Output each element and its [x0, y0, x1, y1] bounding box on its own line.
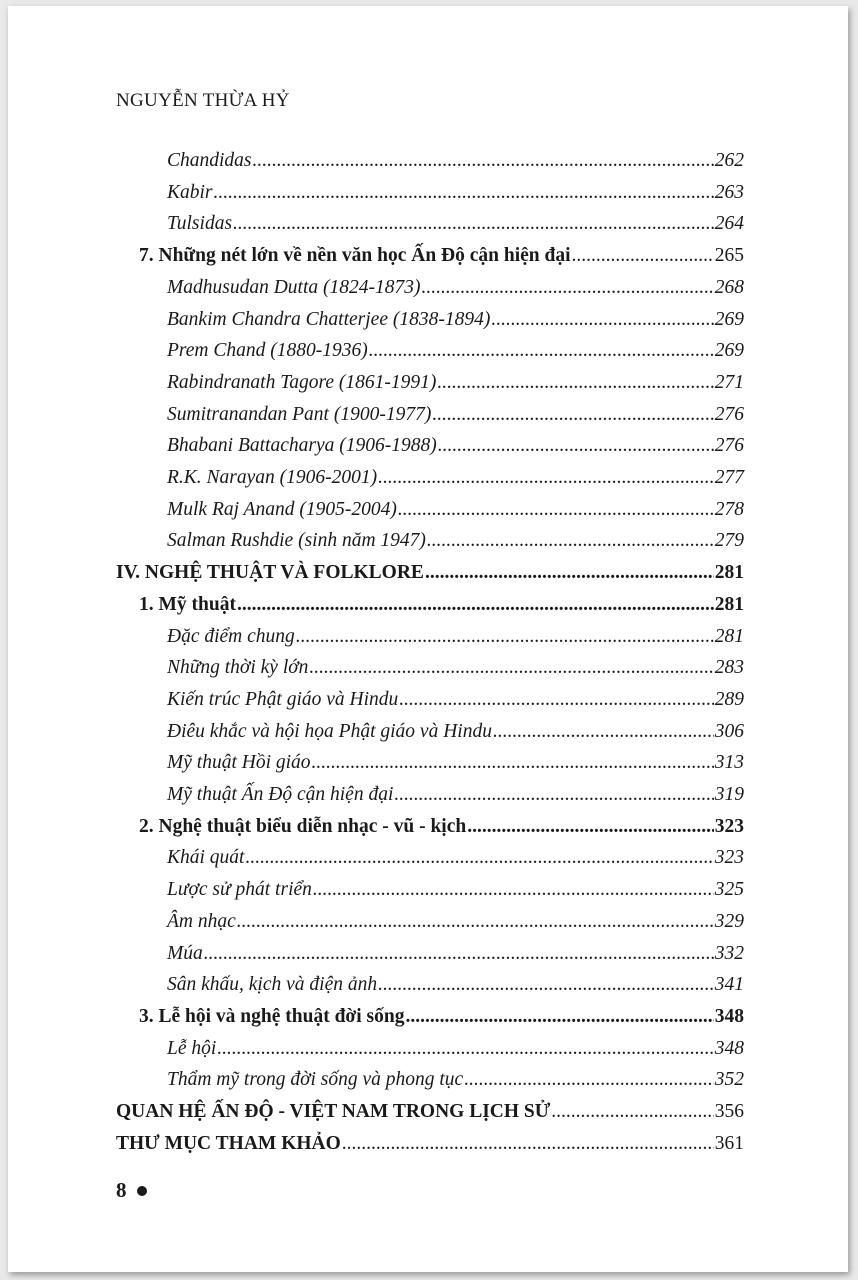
toc-part-entry[interactable]	[116, 558, 744, 588]
toc-entry[interactable]	[167, 748, 744, 778]
toc-part-entry[interactable]	[116, 1129, 744, 1159]
toc-entry-title: Sumitranandan Pant (1900-1977)	[167, 403, 432, 425]
toc-entry-title: Thẩm mỹ trong đời sống và phong tục	[167, 1069, 464, 1091]
toc-entry-page: 264	[714, 213, 744, 235]
toc-entry-title: Múa	[167, 942, 203, 964]
toc-entry-title: Lễ hội	[167, 1037, 217, 1059]
toc-entry-page: 278	[714, 498, 744, 520]
toc-entry[interactable]	[167, 685, 744, 715]
toc-entry[interactable]	[167, 1065, 744, 1095]
book-page	[8, 6, 848, 1272]
toc-entry[interactable]	[167, 622, 744, 652]
toc-entry-page: 269	[714, 340, 744, 362]
toc-entry-page: 352	[714, 1069, 744, 1091]
toc-entry-title: Tulsidas	[167, 213, 233, 235]
toc-entry[interactable]	[167, 653, 744, 683]
toc-leader-dots	[405, 1002, 713, 1032]
toc-entry-title: Âm nhạc	[167, 910, 236, 932]
toc-entry-page: 281	[714, 562, 744, 584]
toc-entry[interactable]	[167, 843, 744, 873]
toc-entry[interactable]	[167, 273, 744, 303]
toc-entry[interactable]	[167, 1034, 744, 1064]
toc-entry[interactable]	[167, 780, 744, 810]
toc-entry-page: 323	[714, 815, 744, 837]
toc-leader-dots	[217, 1034, 713, 1064]
toc-entry-title: 2. Nghệ thuật biểu diễn nhạc - vũ - kịch	[139, 815, 467, 837]
toc-entry-page: 262	[714, 150, 744, 171]
toc-leader-dots	[394, 780, 713, 810]
toc-entry-page: 277	[714, 467, 744, 488]
toc-entry[interactable]	[167, 400, 744, 430]
toc-entry[interactable]	[167, 368, 744, 398]
toc-leader-dots	[572, 241, 714, 271]
toc-entry-title: Sân khấu, kịch và điện ảnh	[167, 974, 378, 996]
toc-entry-page: 263	[714, 181, 744, 203]
toc-leader-dots	[421, 273, 713, 303]
toc-entry[interactable]	[167, 209, 744, 239]
toc-leader-dots	[378, 970, 714, 1000]
toc-entry-page: 279	[714, 530, 744, 552]
toc-part-entry[interactable]	[116, 1097, 744, 1127]
toc-entry-page: 361	[714, 1132, 744, 1154]
toc-entry-title: Madhusudan Dutta (1824-1873)	[167, 276, 421, 298]
toc-entry[interactable]	[167, 526, 744, 556]
toc-entry-title: Lược sử phát triển	[167, 879, 312, 901]
toc-entry[interactable]	[167, 875, 744, 905]
toc-leader-dots	[237, 590, 714, 620]
toc-entry-page: 281	[714, 593, 744, 615]
toc-section-entry[interactable]	[139, 812, 744, 842]
page-number-text: 8	[116, 1178, 127, 1202]
toc-entry-page: 269	[714, 308, 744, 330]
toc-leader-dots	[464, 1065, 714, 1095]
toc-entry-page: 313	[714, 752, 744, 774]
toc-entry-page: 289	[714, 688, 744, 710]
toc-entry-title: Điêu khắc và hội họa Phật giáo và Hindu	[167, 720, 492, 742]
toc-section-entry[interactable]	[139, 590, 744, 620]
toc-entry-title: Mỹ thuật Hồi giáo	[167, 752, 311, 774]
toc-entry-title: Khái quát	[167, 847, 245, 869]
toc-entry-page: 329	[714, 910, 744, 932]
toc-entry[interactable]	[167, 336, 744, 366]
toc-entry-title: Kabir	[167, 181, 213, 203]
toc-leader-dots	[493, 717, 714, 747]
toc-entry-page: 332	[714, 942, 744, 964]
toc-entry-title: Rabindranath Tagore (1861-1991)	[167, 371, 437, 393]
toc-leader-dots	[245, 843, 713, 873]
page-number	[116, 1178, 147, 1203]
toc-entry[interactable]	[167, 146, 744, 176]
toc-entry-title: Bankim Chandra Chatterjee (1838-1894)	[167, 308, 491, 330]
toc-leader-dots	[425, 558, 714, 588]
toc-entry[interactable]	[167, 970, 744, 1000]
toc-entry-page: 265	[714, 245, 744, 267]
toc-leader-dots	[237, 907, 714, 937]
toc-entry[interactable]	[167, 907, 744, 937]
toc-leader-dots	[551, 1097, 713, 1127]
bullet-dot	[137, 1186, 147, 1196]
toc-section-entry[interactable]	[139, 241, 744, 271]
toc-entry[interactable]	[167, 939, 744, 969]
toc-entry-page: 323	[714, 847, 744, 869]
toc-entry-title: Mỹ thuật Ấn Độ cận hiện đại	[167, 784, 394, 805]
toc-entry-page: 276	[714, 435, 744, 457]
toc-entry-title: THƯ MỤC THAM KHẢO	[116, 1132, 341, 1154]
toc-entry-page: 341	[714, 974, 744, 996]
toc-entry-page: 283	[714, 657, 744, 679]
toc-entry[interactable]	[167, 717, 744, 747]
toc-entry-title: Kiến trúc Phật giáo và Hindu	[167, 688, 399, 710]
toc-leader-dots	[296, 622, 714, 652]
toc-entry-page: 276	[714, 403, 744, 425]
toc-entry-page: 348	[714, 1005, 744, 1027]
toc-leader-dots	[233, 209, 714, 239]
toc-entry-page: 356	[714, 1101, 744, 1122]
toc-leader-dots	[369, 336, 714, 366]
toc-leader-dots	[399, 685, 713, 715]
toc-entry-title: Những thời kỳ lớn	[167, 657, 309, 679]
toc-entry-page: 306	[714, 720, 744, 742]
toc-leader-dots	[378, 463, 714, 493]
toc-section-entry[interactable]	[139, 1002, 744, 1032]
toc-entry[interactable]	[167, 463, 744, 493]
toc-entry-title: 3. Lễ hội và nghệ thuật đời sống	[139, 1005, 405, 1027]
toc-leader-dots	[214, 178, 714, 208]
toc-entry-page: 268	[714, 276, 744, 298]
toc-entry-title: IV. NGHỆ THUẬT VÀ FOLKLORE	[116, 562, 424, 584]
toc-entry-title: Salman Rushdie (sinh năm 1947)	[167, 530, 426, 552]
toc-entry-title: R.K. Narayan (1906-2001)	[167, 467, 378, 488]
toc-entry-title: 7. Những nét lớn về nền văn học Ấn Độ cận hiện đại	[139, 245, 571, 267]
toc-entry[interactable]	[167, 431, 744, 461]
toc-leader-dots	[204, 939, 714, 969]
toc-entry-title: Bhabani Battacharya (1906-1988)	[167, 435, 437, 457]
toc-leader-dots	[342, 1129, 714, 1159]
toc-leader-dots	[491, 305, 713, 335]
toc-leader-dots	[253, 146, 714, 176]
toc-entry-page: 271	[714, 371, 744, 393]
toc-leader-dots	[438, 431, 714, 461]
toc-entry[interactable]	[167, 305, 744, 335]
toc-entry-title: Đặc điểm chung	[167, 625, 295, 647]
toc-entry-title: Prem Chand (1880-1936)	[167, 340, 368, 362]
toc-entry-page: 281	[714, 625, 744, 647]
toc-leader-dots	[313, 875, 714, 905]
toc-entry-title: QUAN HỆ ẤN ĐỘ - VIỆT NAM TRONG LỊCH SỬ	[116, 1101, 551, 1122]
toc-entry-page: 348	[714, 1037, 744, 1059]
toc-leader-dots	[309, 653, 713, 683]
toc-entry-title: 1. Mỹ thuật	[139, 593, 236, 615]
toc-entry-page: 319	[714, 784, 744, 805]
toc-entry-title: Mulk Raj Anand (1905-2004)	[167, 498, 397, 520]
running-head: NGUYỄN THỪA HỶ	[116, 90, 290, 111]
toc-leader-dots	[467, 812, 714, 842]
toc-leader-dots	[312, 748, 714, 778]
toc-entry[interactable]	[167, 178, 744, 208]
toc-leader-dots	[432, 400, 713, 430]
toc-leader-dots	[427, 526, 714, 556]
toc-leader-dots	[398, 495, 714, 525]
toc-entry[interactable]	[167, 495, 744, 525]
toc-leader-dots	[437, 368, 713, 398]
toc-entry-title: Chandidas	[167, 150, 252, 171]
toc-entry-page: 325	[714, 879, 744, 901]
